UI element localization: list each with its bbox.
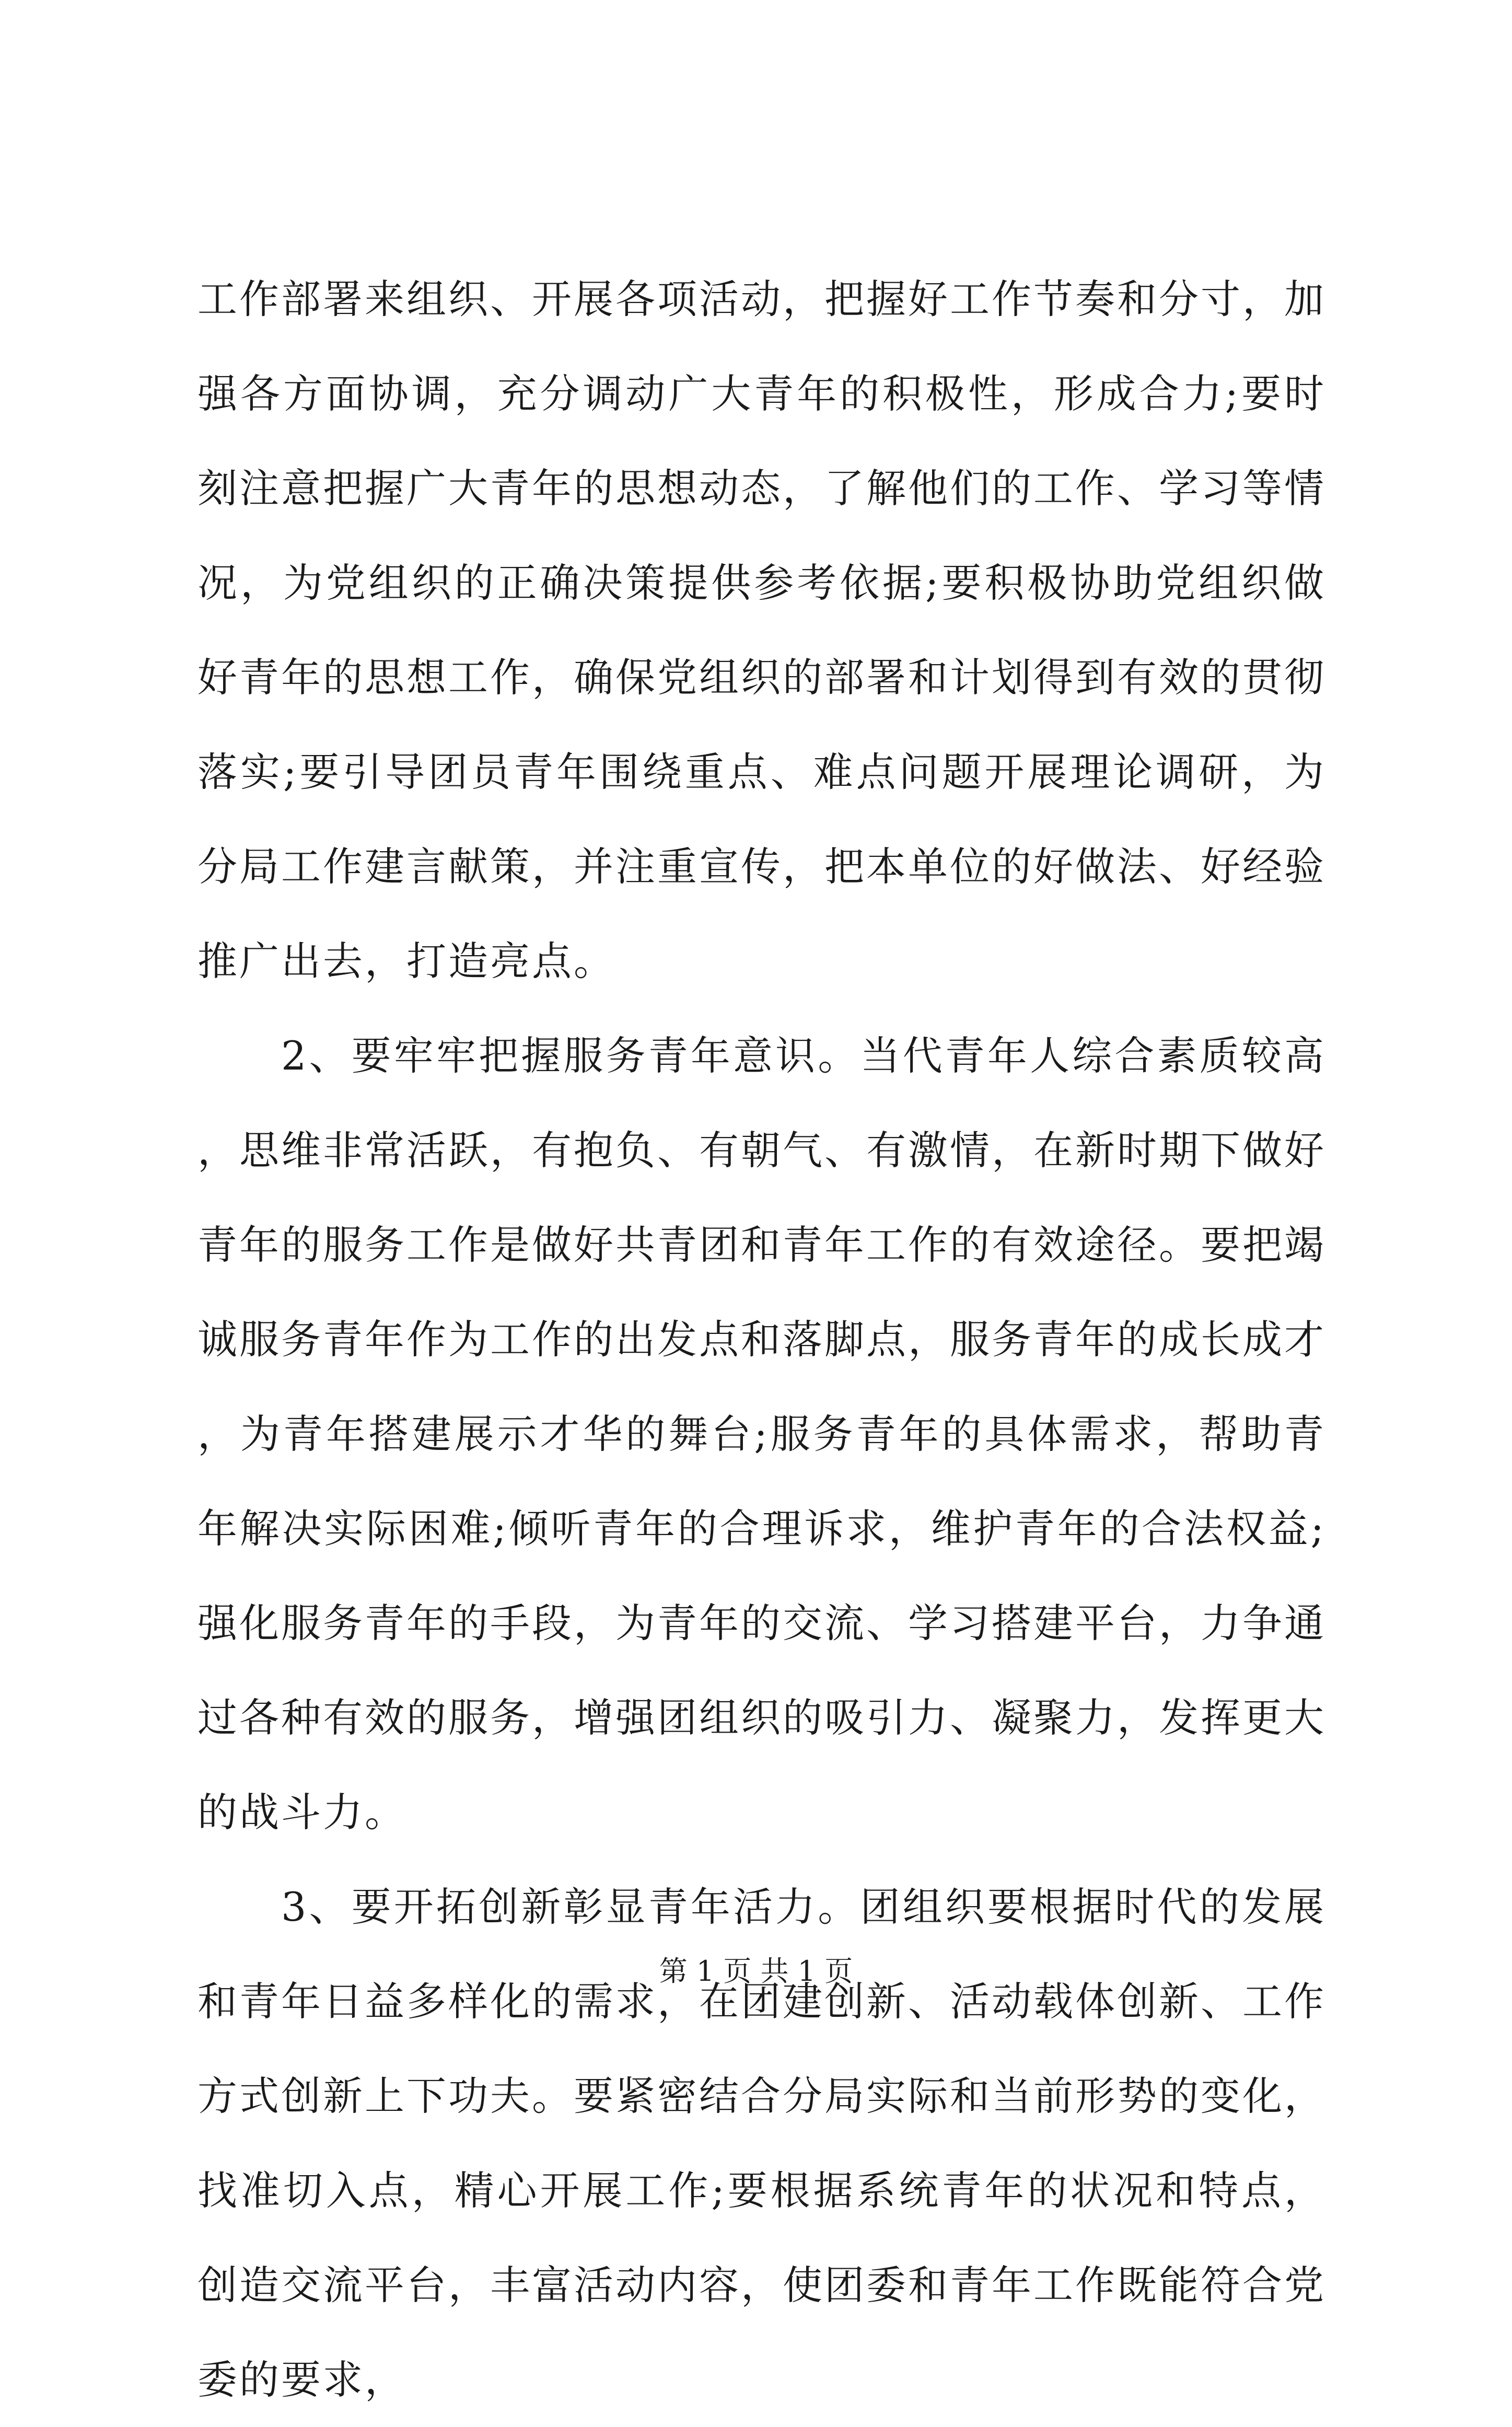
- page-footer: 第 1 页 共 1 页: [659, 1955, 853, 1988]
- paragraph-2: 2、要牢牢把握服务青年意识。当代青年人综合素质较高，思维非常活跃，有抱负、有朝气、有激情，在新时期下做好青年的服务工作是做好共青团和青年工作的有效途径。要把竭诚服务青年作为工作的出发点和落脚点，服务青年的成长成才，为青年搭建展示才华的舞台;服务青年的具体需求，帮助青年解决实际困难;倾听青年的合理诉求，维护青年的合法权益;强化服务青年的手段，为青年的交流、学习搭建平台，力争通过各种有效的服务，增强团组织的吸引力、凝聚力，发挥更大的战斗力。: [197, 1032, 1326, 1836]
- paragraph-1: 工作部署来组织、开展各项活动，把握好工作节奏和分寸，加强各方面协调，充分调动广大青年的积极性，形成合力;要时刻注意把握广大青年的思想动态，了解他们的工作、学习等情况，为党组织的正确决策提供参考依据;要积极协助党组织做好青年的思想工作，确保党组织的部署和计划得到有效的贯彻落实;要引导团员青年围绕重点、难点问题开展理论调研，为分局工作建言献策，并注重宣传，把本单位的好做法、好经验推广出去，打造亮点。: [197, 276, 1326, 984]
- paragraph-3: 3、要开拓创新彰显青年活力。团组织要根据时代的发展和青年日益多样化的需求，在团建创新、活动载体创新、工作方式创新上下功夫。要紧密结合分局实际和当前形势的变化，找准切入点，精心开展工作;要根据系统青年的状况和特点，创造交流平台，丰富活动内容，使团委和青年工作既能符合党委的要求，: [197, 1884, 1326, 2403]
- document-body: [197, 252, 1326, 2427]
